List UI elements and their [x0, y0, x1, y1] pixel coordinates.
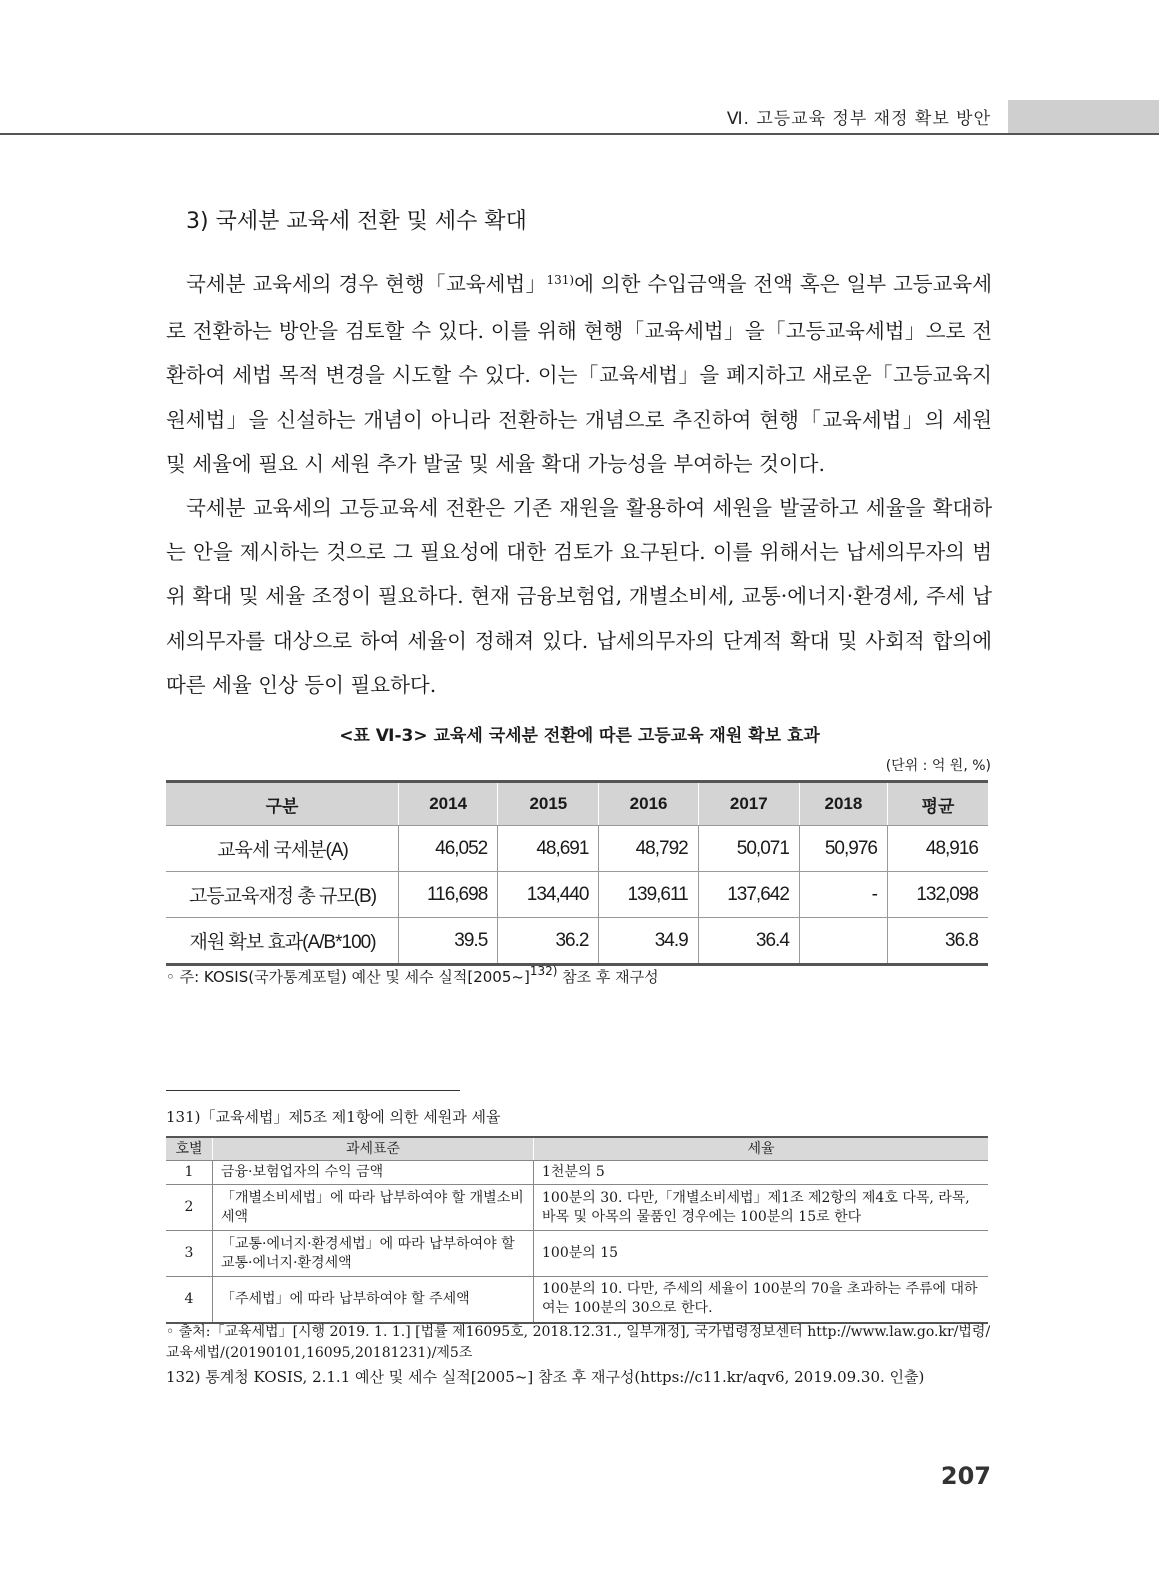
table-title: <표 Ⅵ-3> 교육세 국세분 전환에 따른 고등교육 재원 확보 효과: [339, 726, 820, 746]
footnote-132: 132) 통계청 KOSIS, 2.1.1 예산 및 세수 실적[2005~] 참조 후 재구성(https://c11.kr/aqv6, 2019.09.30. 인출): [166, 1368, 925, 1386]
table-row: [166, 872, 988, 918]
table-row: [166, 918, 988, 965]
fn-cell-rate: 1천분의 5: [534, 1161, 989, 1185]
paragraph-1: [166, 262, 992, 486]
table-cell: -: [799, 872, 887, 918]
table-cell: 36.8: [887, 918, 988, 965]
page-number: 207: [940, 1462, 991, 1490]
fn-table-row: [166, 1185, 988, 1231]
fn-cell-no: 4: [184, 1290, 194, 1307]
paragraph-1-part-a: 국세분 교육세의 경우 현행「교육세법」: [186, 272, 547, 296]
running-header: Ⅵ. 고등교육 정부 재정 확보 방안: [726, 109, 991, 129]
table-cell: 116,698: [399, 872, 498, 918]
footnote-131-table: [166, 1136, 988, 1324]
table-cell: 48,916: [887, 826, 988, 872]
footnote-131-title: 131)「교육세법」제5조 제1항에 의한 세원과 세율: [166, 1108, 501, 1126]
table-cell: 48,691: [498, 826, 599, 872]
fn-cell-base: 금융·보험업자의 수익 금액: [213, 1161, 534, 1185]
section-title: 3) 국세분 교육세 전환 및 세수 확대: [186, 209, 527, 234]
fn-col-header: 호별: [166, 1137, 213, 1161]
fn-cell-rate: 100분의 15: [534, 1231, 989, 1277]
fn-table-row: [166, 1231, 988, 1277]
fn-cell-rate: 100분의 30. 다만,「개별소비세법」제1조 제2항의 제4호 다목, 라목, 바목 및 아목의 물품인 경우에는 100분의 15로 한다: [534, 1185, 989, 1231]
header-tab-block: [1008, 100, 1159, 133]
body-text: [166, 262, 992, 707]
paragraph-1-part-b: 에 의한 수입금액을 전액 혹은 일부 고등교육세로 전환하는 방안을 검토할 수 있다. 이를 위해 현행「교육세법」을「고등교육세법」으로 전환하여 세법 목적 변경을 시도할 수 있다. 이는「교육세법」을 폐지하고 새로운「고등교육지원세법」을 신설하는 개념이 아니라 전환하는 개념으로 추진하여 현행「교육세법」의 세원 및 세율에 필요 시 세원 추가 발굴 및 세율 확대 가능성을 부여하는 것이다.: [166, 272, 992, 476]
fn-table-header-row: [166, 1137, 988, 1161]
fn-cell-no: 2: [166, 1185, 213, 1231]
table-cell: 48,792: [599, 826, 698, 872]
table-note: [166, 966, 659, 987]
row-label: 교육세 국세분(A): [166, 826, 399, 872]
table-cell: 39.5: [399, 918, 498, 965]
footnote-separator: [166, 1090, 460, 1091]
fn-col-header: 세율: [534, 1137, 989, 1161]
table-cell: 50,976: [799, 826, 887, 872]
table-cell: 36.4: [698, 918, 799, 965]
table-cell: 137,642: [698, 872, 799, 918]
footnote-131-source: ◦ 출처:「교육세법」[시행 2019. 1. 1.] [법률 제16095호, 2018.12.31., 일부개정], 국가법령정보센터 http://www.law.go.kr/법령/교육세법/(20190101,16095,20181231)/제5조: [166, 1324, 991, 1361]
table-cell: 132,098: [887, 872, 988, 918]
fn-col-header: 과세표준: [213, 1137, 534, 1161]
table-cell: 36.2: [498, 918, 599, 965]
footnote-ref-132[interactable]: 132): [529, 964, 558, 978]
row-label: 재원 확보 효과(A/B*100): [189, 932, 376, 953]
table-note-text: ◦ 주: KOSIS(국가통계포털) 예산 및 세수 실적[2005~]: [166, 968, 530, 986]
fn-cell-base: 「교통·에너지·환경세법」에 따라 납부하여야 할 교통·에너지·환경세액: [213, 1231, 534, 1277]
fn-cell-base: 「개별소비세법」에 따라 납부하여야 할 개별소비세액: [213, 1185, 534, 1231]
table-cell: [799, 918, 887, 965]
table-cell: 46,052: [399, 826, 498, 872]
col-header: 2018: [799, 782, 887, 826]
fn-cell-base: 「주세법」에 따라 납부하여야 할 주세액: [213, 1277, 534, 1323]
table-unit: (단위 : 억 원, %): [885, 758, 991, 774]
col-header: 구분: [166, 782, 399, 826]
col-header: 평균: [887, 782, 988, 826]
col-header: 2017: [698, 782, 799, 826]
table-note-suffix: 참조 후 재구성: [557, 968, 659, 986]
table-cell: 34.9: [599, 918, 698, 965]
col-header: 2015: [498, 782, 599, 826]
fn-table-row: [166, 1277, 988, 1323]
table-cell: 139,611: [599, 872, 698, 918]
fn-cell-no: 3: [166, 1231, 213, 1277]
fn-cell-rate: 100분의 10. 다만, 주세의 세율이 100분의 70을 초과하는 주류에 대하여는 100분의 30으로 한다.: [534, 1277, 989, 1323]
col-header: 2014: [399, 782, 498, 826]
revenue-table: [166, 780, 988, 966]
paragraph-2: 국세분 교육세의 고등교육세 전환은 기존 재원을 활용하여 세원을 발굴하고 세율을 확대하는 안을 제시하는 것으로 그 필요성에 대한 검토가 요구된다. 이를 위해서는 납세의무자의 범위 확대 및 세율 조정이 필요하다. 현재 금융보험업, 개별소비세, 교통·에너지·환경세, 주세 납세의무자를 대상으로 하여 세율이 정해져 있다. 납세의무자의 단계적 확대 및 사회적 합의에 따른 세율 인상 등이 필요하다.: [166, 496, 992, 697]
col-header: 2016: [599, 782, 698, 826]
table-cell: 50,071: [698, 826, 799, 872]
row-label: 고등교육재정 총 규모(B): [166, 872, 399, 918]
footnote-ref-131[interactable]: 131): [546, 273, 575, 287]
table-header-row: [166, 782, 988, 826]
table-row: [166, 826, 988, 872]
table-cell: 134,440: [498, 872, 599, 918]
fn-table-row: [166, 1161, 988, 1185]
fn-cell-no: 1: [166, 1161, 213, 1185]
